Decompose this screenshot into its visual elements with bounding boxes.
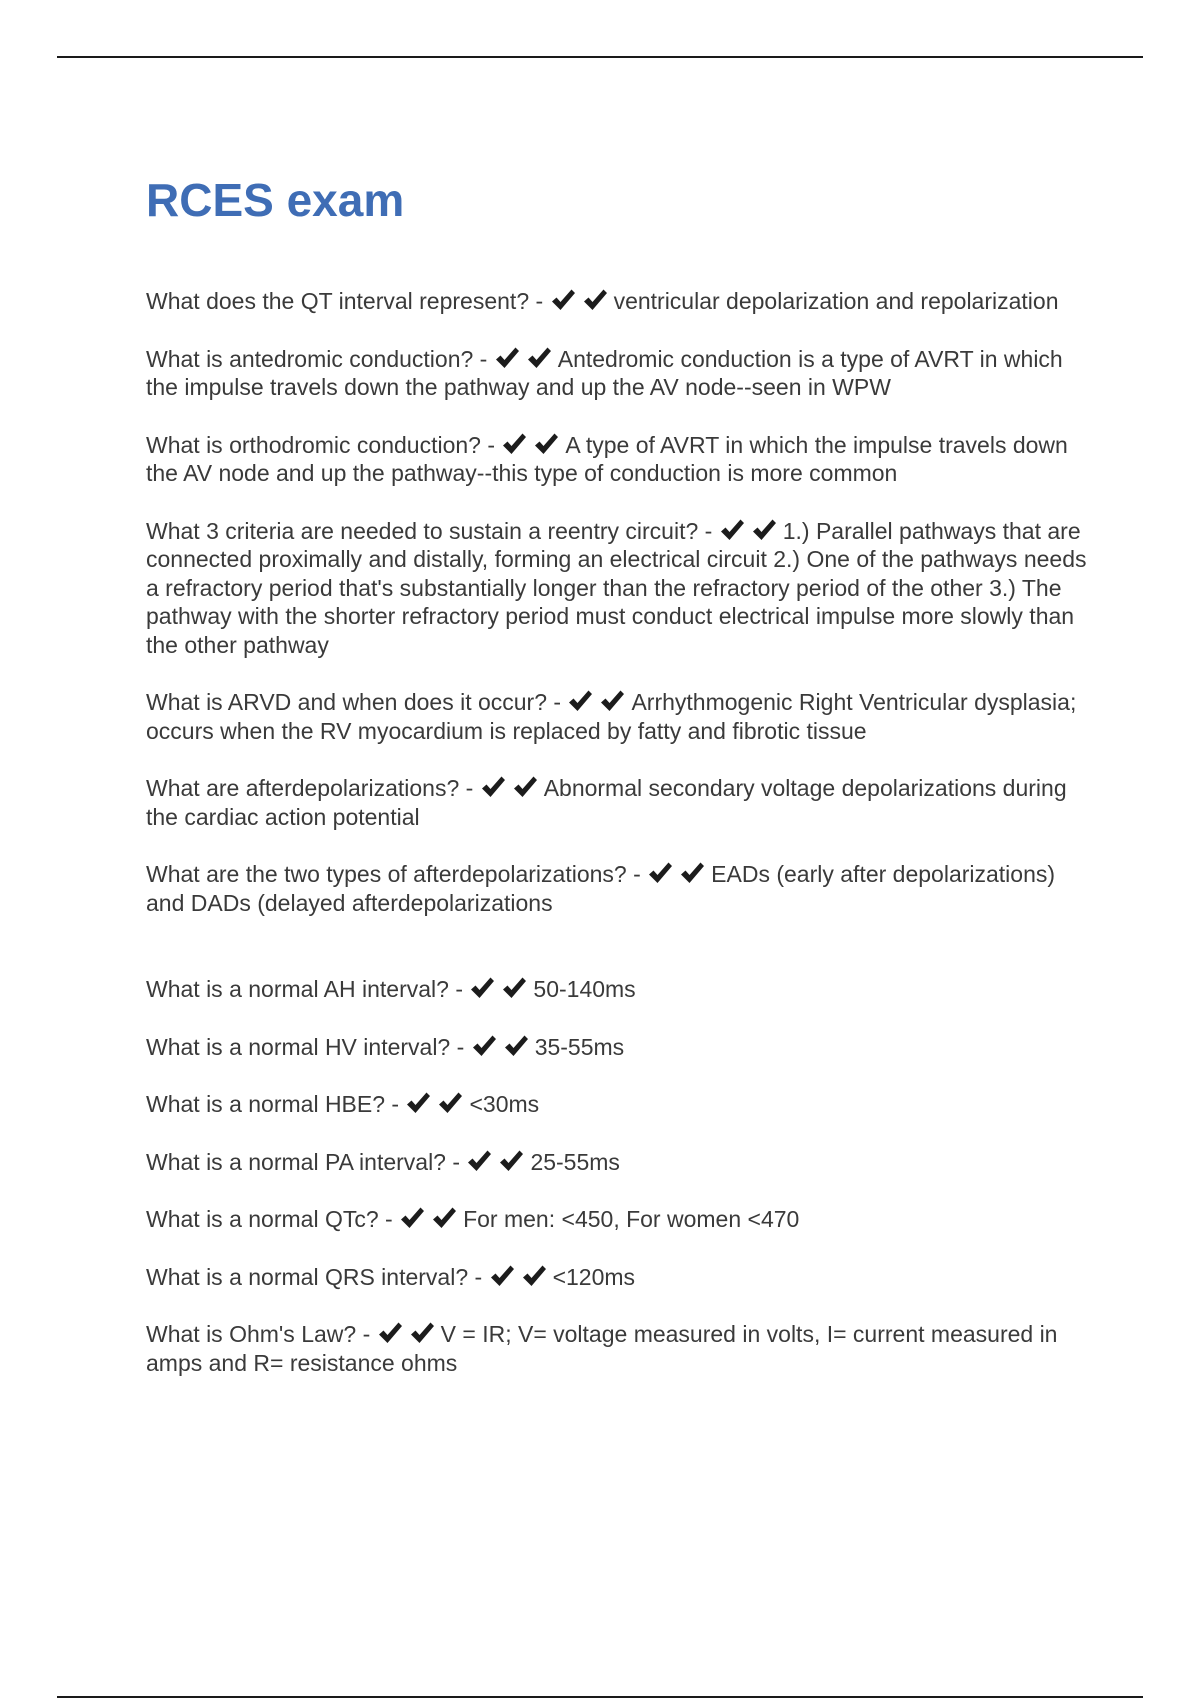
qa-item <box>146 1205 1096 1234</box>
separator: - <box>480 431 502 458</box>
answer-text: Antedromic conduction is a type of AVRT in which the impulse travels down the pathway and up the AV node--seen in WPW <box>146 345 1063 400</box>
question-text: What are the two types of afterdepolarizations? <box>146 861 627 887</box>
separator: - <box>378 1206 400 1232</box>
question-text: What is a normal QRS interval? <box>146 1263 469 1290</box>
answer-text: Abnormal secondary voltage depolarizations during the cardiac action potential <box>146 775 1067 830</box>
question-text: What 3 criteria are needed to sustain a reentry circuit? <box>146 517 699 544</box>
check-icon <box>647 861 673 885</box>
check-icon <box>521 1264 547 1288</box>
qa-item <box>146 688 1096 745</box>
top-rule <box>57 56 1143 58</box>
question-text: What is orthodromic conduction? <box>146 431 481 458</box>
check-icon <box>405 1091 431 1115</box>
question-text: What is Ohm's Law? <box>146 1321 357 1347</box>
check-icon <box>550 288 576 312</box>
check-icon <box>582 288 608 312</box>
separator: - <box>356 1321 377 1347</box>
check-icon <box>437 1091 463 1115</box>
question-text: What is a normal HBE? <box>146 1091 386 1117</box>
qa-item <box>146 860 1096 917</box>
answer-text: A type of AVRT in which the impulse travels down the AV node and up the pathway--this type of conduction is more common <box>146 431 1068 486</box>
answer-text: 35-55ms <box>534 1033 625 1060</box>
check-icon <box>498 1149 524 1173</box>
answer-text: Arrhythmogenic Right Ventricular dysplasia; occurs when the RV myocardium is replaced by fatty and fibrotic tissue <box>146 689 1077 744</box>
answer-text: 50-140ms <box>533 976 636 1002</box>
separator: - <box>698 517 719 544</box>
question-text: What is a normal PA interval? <box>146 1148 446 1175</box>
document-body <box>146 170 1096 1406</box>
page-title: RCES exam <box>146 174 405 226</box>
check-icon <box>599 689 625 713</box>
qa-item <box>146 345 1096 402</box>
check-icon <box>494 346 520 370</box>
check-icon <box>466 1149 492 1173</box>
answer-text: EADs (early after depolarizations) and DADs (delayed afterdepolarizations <box>146 861 1056 916</box>
qa-item <box>146 1033 1096 1062</box>
check-icon <box>567 689 593 713</box>
check-icon <box>480 775 506 799</box>
check-icon <box>526 346 552 370</box>
question-text: What is a normal AH interval? <box>146 976 449 1002</box>
question-text: What is ARVD and when does it occur? <box>146 689 548 715</box>
answer-text: ventricular depolarization and repolarization <box>613 288 1059 314</box>
separator: - <box>445 1148 467 1175</box>
question-text: What does the QT interval represent? <box>146 288 530 314</box>
qa-item <box>146 1320 1096 1377</box>
check-icon <box>399 1206 425 1230</box>
separator: - <box>385 1091 406 1117</box>
check-icon <box>719 518 745 542</box>
qa-item <box>146 287 1096 316</box>
question-text: What is a normal QTc? <box>146 1206 379 1232</box>
separator: - <box>450 1033 471 1060</box>
check-icon <box>471 1034 497 1058</box>
check-icon <box>751 518 777 542</box>
check-icon <box>409 1321 435 1345</box>
check-icon <box>489 1264 515 1288</box>
answer-text: 1.) Parallel pathways that are connected proximally and distally, forming an electrical circuit 2.) One of the pathways needs a refractory period that's substantially longer than the refractory period of the other 3.) The pathway with the shorter refractory period must conduct electrical impulse more slowly than the other pathway <box>146 517 1087 658</box>
answer-text: <120ms <box>552 1263 636 1290</box>
question-text: What is a normal HV interval? <box>146 1033 451 1060</box>
check-icon <box>501 976 527 1000</box>
check-icon <box>469 976 495 1000</box>
separator: - <box>547 689 568 715</box>
check-icon <box>679 861 705 885</box>
check-icon <box>512 775 538 799</box>
separator: - <box>473 345 494 372</box>
qa-item <box>146 431 1096 488</box>
separator: - <box>468 1263 489 1290</box>
check-icon <box>431 1206 457 1230</box>
qa-item <box>146 517 1096 660</box>
check-icon <box>533 432 559 456</box>
question-text: What is antedromic conduction? <box>146 345 474 372</box>
qa-item <box>146 1090 1096 1119</box>
answer-text: 25-55ms <box>530 1148 620 1175</box>
check-icon <box>501 432 527 456</box>
qa-item <box>146 1263 1096 1292</box>
answer-text: <30ms <box>469 1091 540 1117</box>
answer-text: For men: <450, For women <470 <box>463 1206 800 1232</box>
question-text: What are afterdepolarizations? <box>146 775 460 801</box>
separator: - <box>626 861 648 887</box>
bottom-rule <box>57 1696 1143 1698</box>
answer-text: V = IR; V= voltage measured in volts, I= current measured in amps and R= resistance ohms <box>146 1321 1058 1376</box>
separator: - <box>459 775 480 801</box>
qa-item <box>146 1148 1096 1177</box>
check-icon <box>503 1034 529 1058</box>
check-icon <box>377 1321 403 1345</box>
qa-item <box>146 774 1096 831</box>
separator: - <box>529 288 550 314</box>
separator: - <box>448 976 470 1002</box>
qa-item <box>146 975 1096 1004</box>
